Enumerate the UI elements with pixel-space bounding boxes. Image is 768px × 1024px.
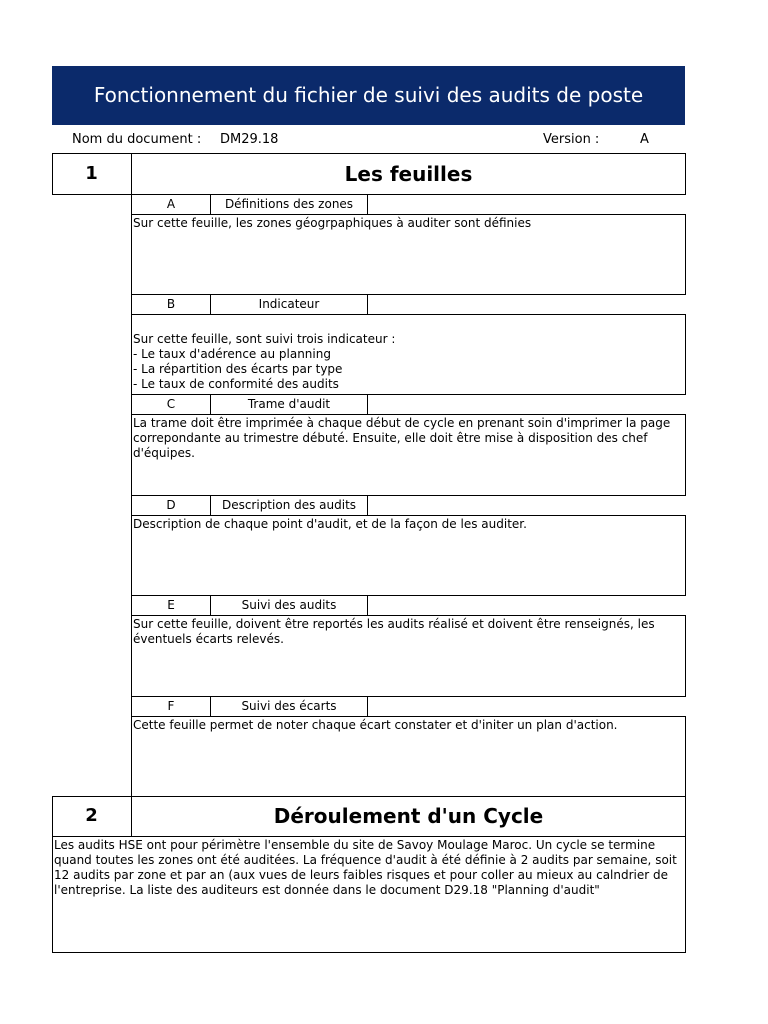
sheet-f-description: Cette feuille permet de noter chaque écart constater et d'initer un plan d'action.	[133, 718, 618, 732]
version-value: A	[640, 132, 649, 147]
sheet-a-description: Sur cette feuille, les zones géogrpaphiques à auditer sont définies	[133, 216, 532, 230]
sheet-b-description: Sur cette feuille, sont suivi trois indicateur : - Le taux d'adérence au planning - La répartition des écarts par type - Le taux de conformité des audits	[133, 332, 396, 391]
version-label: Version :	[543, 132, 600, 147]
sheet-e-letter: E	[167, 598, 175, 612]
sheet-d-letter: D	[166, 498, 176, 512]
section-2-number: 2	[85, 805, 98, 826]
section-2-description: Les audits HSE ont pour périmètre l'ensemble du site de Savoy Moulage Maroc. Un cycle se termine quand toutes les zones ont été auditées. La fréquence d'audit à été définie à 2 audits par semaine, soit 12 audits par zone et par an (aux vues de leurs faibles risques et pour coller au mieux au calndrier de l'entreprise. La liste des auditeurs est donnée dans le document D29.18 "Planning d'audit"	[54, 838, 677, 897]
sheet-a-letter: A	[166, 197, 176, 211]
sheet-c-description: La trame doit être imprimée à chaque début de cycle en prenant soin d'imprimer la page correpondante au trimestre débuté. Ensuite, elle doit être mise à disposition des chef d'équipes.	[133, 416, 671, 460]
sheet-d-description: Description de chaque point d'audit, et de la façon de les auditer.	[133, 517, 527, 531]
section-2-title: Déroulement d'un Cycle	[273, 804, 544, 828]
sheet-f-name: Suivi des écarts	[241, 699, 337, 713]
sheet-c-name: Trame d'audit	[247, 397, 331, 411]
section-1-number: 1	[85, 163, 98, 184]
section-1-title: Les feuilles	[344, 162, 473, 186]
sheet-a-name: Définitions des zones	[224, 197, 354, 211]
sheet-e-description: Sur cette feuille, doivent être reportés les audits réalisé et doivent être renseignés, les éventuels écarts relevés.	[133, 617, 655, 646]
sheet-c-letter: C	[166, 397, 176, 411]
sheet-b-name: Indicateur	[258, 297, 320, 311]
document-name-label: Nom du document :	[72, 132, 202, 147]
sheet-e-name: Suivi des audits	[241, 598, 337, 612]
sheet-b-letter: B	[166, 297, 176, 311]
sheet-f-letter: F	[167, 699, 175, 713]
page-title: Fonctionnement du fichier de suivi des audits de poste	[52, 66, 685, 125]
sheet-d-name: Description des audits	[221, 498, 357, 512]
document-name-value: DM29.18	[220, 132, 279, 147]
